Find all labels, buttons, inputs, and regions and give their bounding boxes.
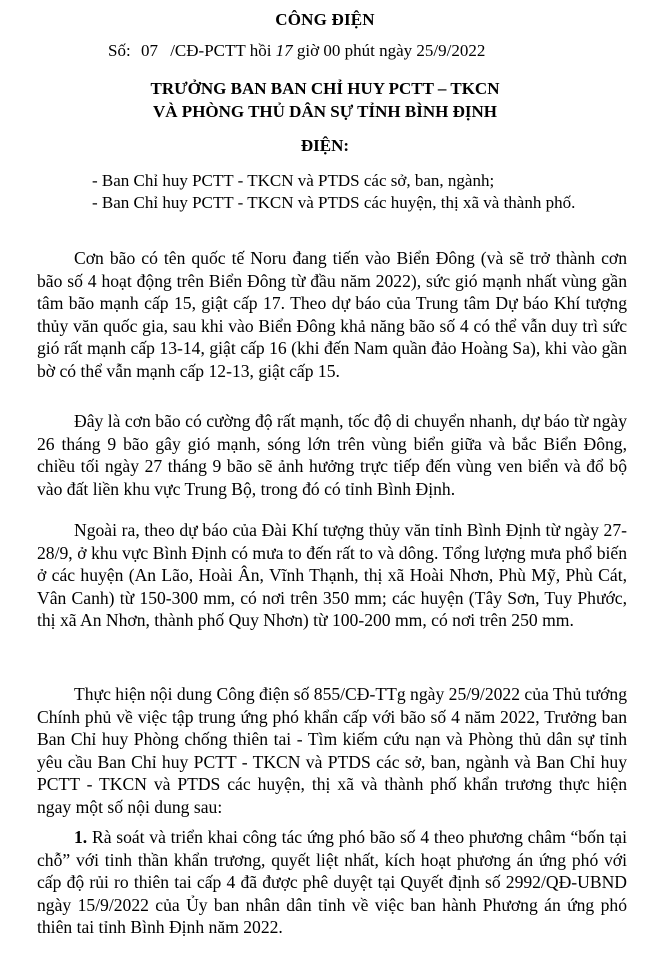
document-title: CÔNG ĐIỆN — [275, 10, 375, 29]
number-time: giờ 00 phút ngày 25/9/2022 — [296, 41, 486, 60]
paragraph-item-1 — [37, 826, 627, 939]
item-1-text: Rà soát và triển khai công tác ứng phó bão số 4 theo phương châm “bốn tại chỗ” với tinh thần khẩn trương, quyết liệt nhất, kích hoạt phương án ứng phó với cấp độ rủi ro thiên tai cấp 4 đã được phê duyệt tại Quyết định số 2992/QĐ-UBND ngày 15/9/2022 của Ủy ban nhân dân tỉnh về việc ban hành Phương án ứng phó thiên tai tỉnh Bình Định năm 2022. — [37, 827, 628, 938]
number-code: /CĐ-PCTT hồi — [170, 41, 272, 60]
item-1-number: 1. — [74, 827, 88, 847]
paragraph-rainfall: Ngoài ra, theo dự báo của Đài Khí tượng thủy văn tỉnh Bình Định từ ngày 27-28/9, ở khu vực Bình Định có mưa to đến rất to và dông. Tổng lượng mưa phổ biến ở các huyện (An Lão, Hoài Ân, Vĩnh Thạnh, thị xã Hoài Nhơn, Phù Mỹ, Phù Cát, Vân Canh) từ 150-300 mm, có nơi trên 350 mm; các huyện (Tây Sơn, Tuy Phước, thị xã An Nhơn, thành phố Quy Nhơn) từ 100-200 mm, có nơi trên 250 mm. — [37, 520, 627, 631]
paragraph-directive: Thực hiện nội dung Công điện số 855/CĐ-TTg ngày 25/9/2022 của Thủ tướng Chính phủ về việc tập trung ứng phó khẩn cấp với bão số 4 năm 2022, Trưởng ban Ban Chỉ huy Phòng chống thiên tai - Tìm kiếm cứu nạn và Phòng thủ dân sự tỉnh yêu cầu Ban Chỉ huy PCTT - TKCN và PTDS các sở, ban, ngành và Ban Chỉ huy PCTT - TKCN và PTDS các huyện, thị xã và thành phố khẩn trương thực hiện ngay một số nội dung sau: — [37, 684, 627, 817]
number-value: 07 — [140, 41, 158, 60]
sender-line-1: TRƯỞNG BAN BAN CHỈ HUY PCTT – TKCN — [150, 79, 500, 98]
sender-line-2: VÀ PHÒNG THỦ DÂN SỰ TỈNH BÌNH ĐỊNH — [153, 102, 497, 121]
document-number-line — [108, 41, 588, 61]
recipient-line: - Ban Chỉ huy PCTT - TKCN và PTDS các huyện, thị xã và thành phố. — [92, 193, 576, 212]
paragraph-storm-intro: Cơn bão có tên quốc tế Noru đang tiến vào Biển Đông (và sẽ trở thành cơn bão số 4 hoạt động trên Biển Đông từ đầu năm 2022), sức gió mạnh nhất vùng gần tâm bão mạnh cấp 15, giật cấp 17. Theo dự báo của Trung tâm Dự báo Khí tượng thủy văn quốc gia, sau khi vào Biển Đông khả năng bão số 4 có thể vẫn duy trì sức gió rất mạnh cấp 13-14, giật cấp 16 (khi đến Nam quần đảo Hoàng Sa), khi vào gần bờ có thể vẫn mạnh cấp 12-13, giật cấp 15. — [37, 248, 627, 381]
paragraph-storm-forecast: Đây là cơn bão có cường độ rất mạnh, tốc độ di chuyển nhanh, dự báo từ ngày 26 tháng 9 bão gây gió mạnh, sóng lớn trên vùng biển giữa và bắc Biển Đông, chiều tối ngày 27 tháng 9 bão sẽ ảnh hưởng trực tiếp đến vùng ven biển và đổ bộ vào đất liền khu vực Trung Bộ, trong đó có tỉnh Bình Định. — [37, 411, 627, 499]
recipient-line: - Ban Chỉ huy PCTT - TKCN và PTDS các sở, ban, ngành; — [92, 171, 495, 190]
number-hour: 17 — [275, 41, 293, 60]
number-prefix: Số: — [108, 41, 131, 60]
dien-label: ĐIỆN: — [300, 136, 350, 155]
